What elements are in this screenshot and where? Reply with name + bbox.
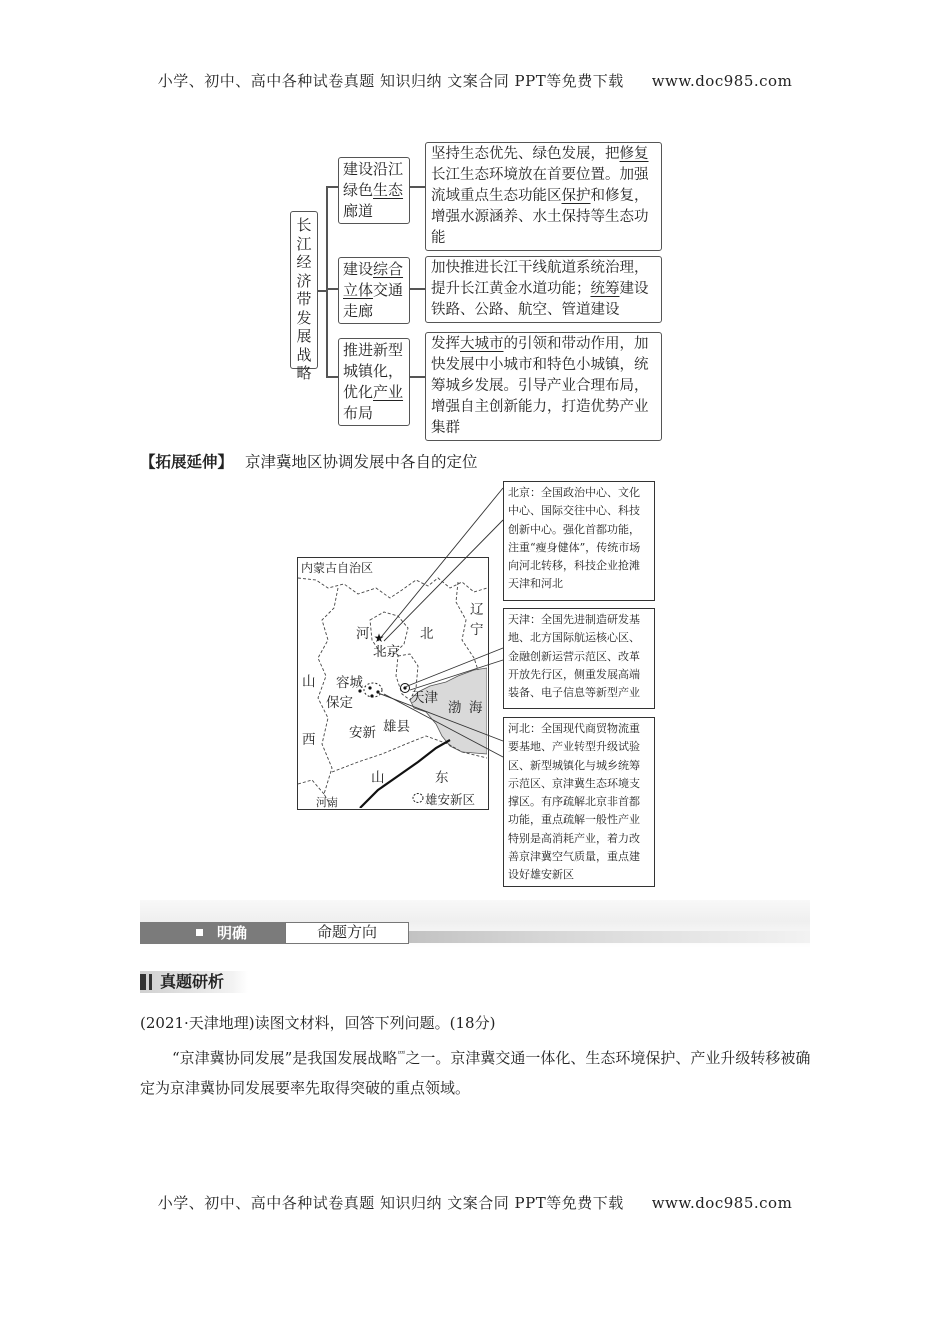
label-xi: 西 (302, 732, 316, 748)
section-bar-right: 命题方向 (285, 922, 409, 944)
label-bo: 渤 (448, 700, 462, 716)
question-source: (2021·天津地理)读图文材料，回答下列问题。(18分) (140, 1014, 496, 1032)
label-rongcheng: 容城 (336, 675, 363, 691)
label-he: 河 (356, 626, 370, 642)
branch-title-3: 推进新型城镇化，优化产业布局 (338, 338, 410, 426)
header-url[interactable]: www.doc985.com (651, 72, 793, 90)
section-bar-left: 明确 (140, 922, 285, 944)
branch-detail-2: 加快推进长江干线航道系统治理，提升长江黄金水道功能；统筹建设铁路、公路、航空、管道建设 (425, 256, 662, 323)
heading-marker-icon (140, 974, 146, 990)
label-henan: 河南 (316, 796, 338, 809)
branch-title-2: 建设综合立体交通走廊 (338, 257, 410, 324)
label-inner-mongolia: 内蒙古自治区 (301, 561, 374, 575)
extension-tag: 【拓展延伸】 (140, 453, 234, 471)
header-text: 小学、初中、高中各种试卷真题 知识归纳 文案合同 PPT等免费下载 (157, 72, 624, 90)
footer-url[interactable]: www.doc985.com (651, 1194, 793, 1212)
callout-beijing: 北京：全国政治中心、文化中心、国际交往中心、科技创新中心。强化首都功能，注重“瘦身健体”，传统市场向河北转移，科技企业抢滩天津和河北 (503, 481, 655, 601)
label-bei: 北 (420, 626, 434, 642)
label-beijing: 北京 (373, 644, 400, 660)
question-material: “京津冀协同发展”是我国发展战略$^罒$之一。京津冀交通一体化、生态环境保护、产业升级转移被确定为京津冀协同发展要率先取得突破的重点领域。 (140, 1049, 811, 1097)
beijing-star-icon: ★ (373, 631, 385, 645)
branch-detail-1: 坚持生态优先、绿色发展，把修复长江生态环境放在首要位置。加强流域重点生态功能区保护和修复，增强水源涵养、水土保持等生态功能 (425, 142, 662, 251)
callout-hebei: 河北：全国现代商贸物流重要基地、产业转型升级试验区、新型城镇化与城乡统筹示范区、京津冀生态环境支撑区。有序疏解北京非首都功能，重点疏解一般性产业特别是高消耗产业，着力改善京津冀空气质量，重点建设好雄安新区 (503, 717, 655, 887)
label-tianjin: 天津 (411, 690, 438, 706)
square-icon (196, 929, 203, 936)
footer-text: 小学、初中、高中各种试卷真题 知识归纳 文案合同 PPT等免费下载 (157, 1194, 624, 1212)
label-shandong-shan: 山 (371, 770, 385, 786)
label-baoding: 保定 (326, 695, 353, 711)
legend-label: 雄安新区 (425, 792, 476, 807)
label-shandong-dong: 东 (435, 770, 449, 786)
label-liao: 辽 (470, 602, 484, 618)
footnote-mark: 罒 (397, 1050, 406, 1059)
callout-tianjin: 天津：全国先进制造研发基地、北方国际航运核心区、金融创新运营示范区、改革开放先行区，侧重发展高端装备、电子信息等新型产业 (503, 608, 655, 709)
branch-detail-3: 发挥大城市的引领和带动作用，加快发展中小城市和特色小城镇，统筹城乡发展。引导产业合理布局，增强自主创新能力，打造优势产业集群 (425, 332, 662, 441)
diagram-root: 长江经济带发展战略 (290, 211, 318, 369)
extension-title: 京津冀地区协调发展中各自的定位 (245, 453, 478, 471)
label-shan: 山 (302, 674, 316, 690)
page-footer (0, 1192, 950, 1213)
label-anxin: 安新 (349, 725, 376, 741)
zhenti-heading: 真题研析 (140, 971, 248, 993)
branch-title-1: 建设沿江绿色生态廊道 (338, 157, 410, 224)
label-hai: 海 (469, 700, 483, 716)
label-xiongxian: 雄县 (383, 719, 410, 735)
label-ning: 宁 (470, 622, 484, 638)
